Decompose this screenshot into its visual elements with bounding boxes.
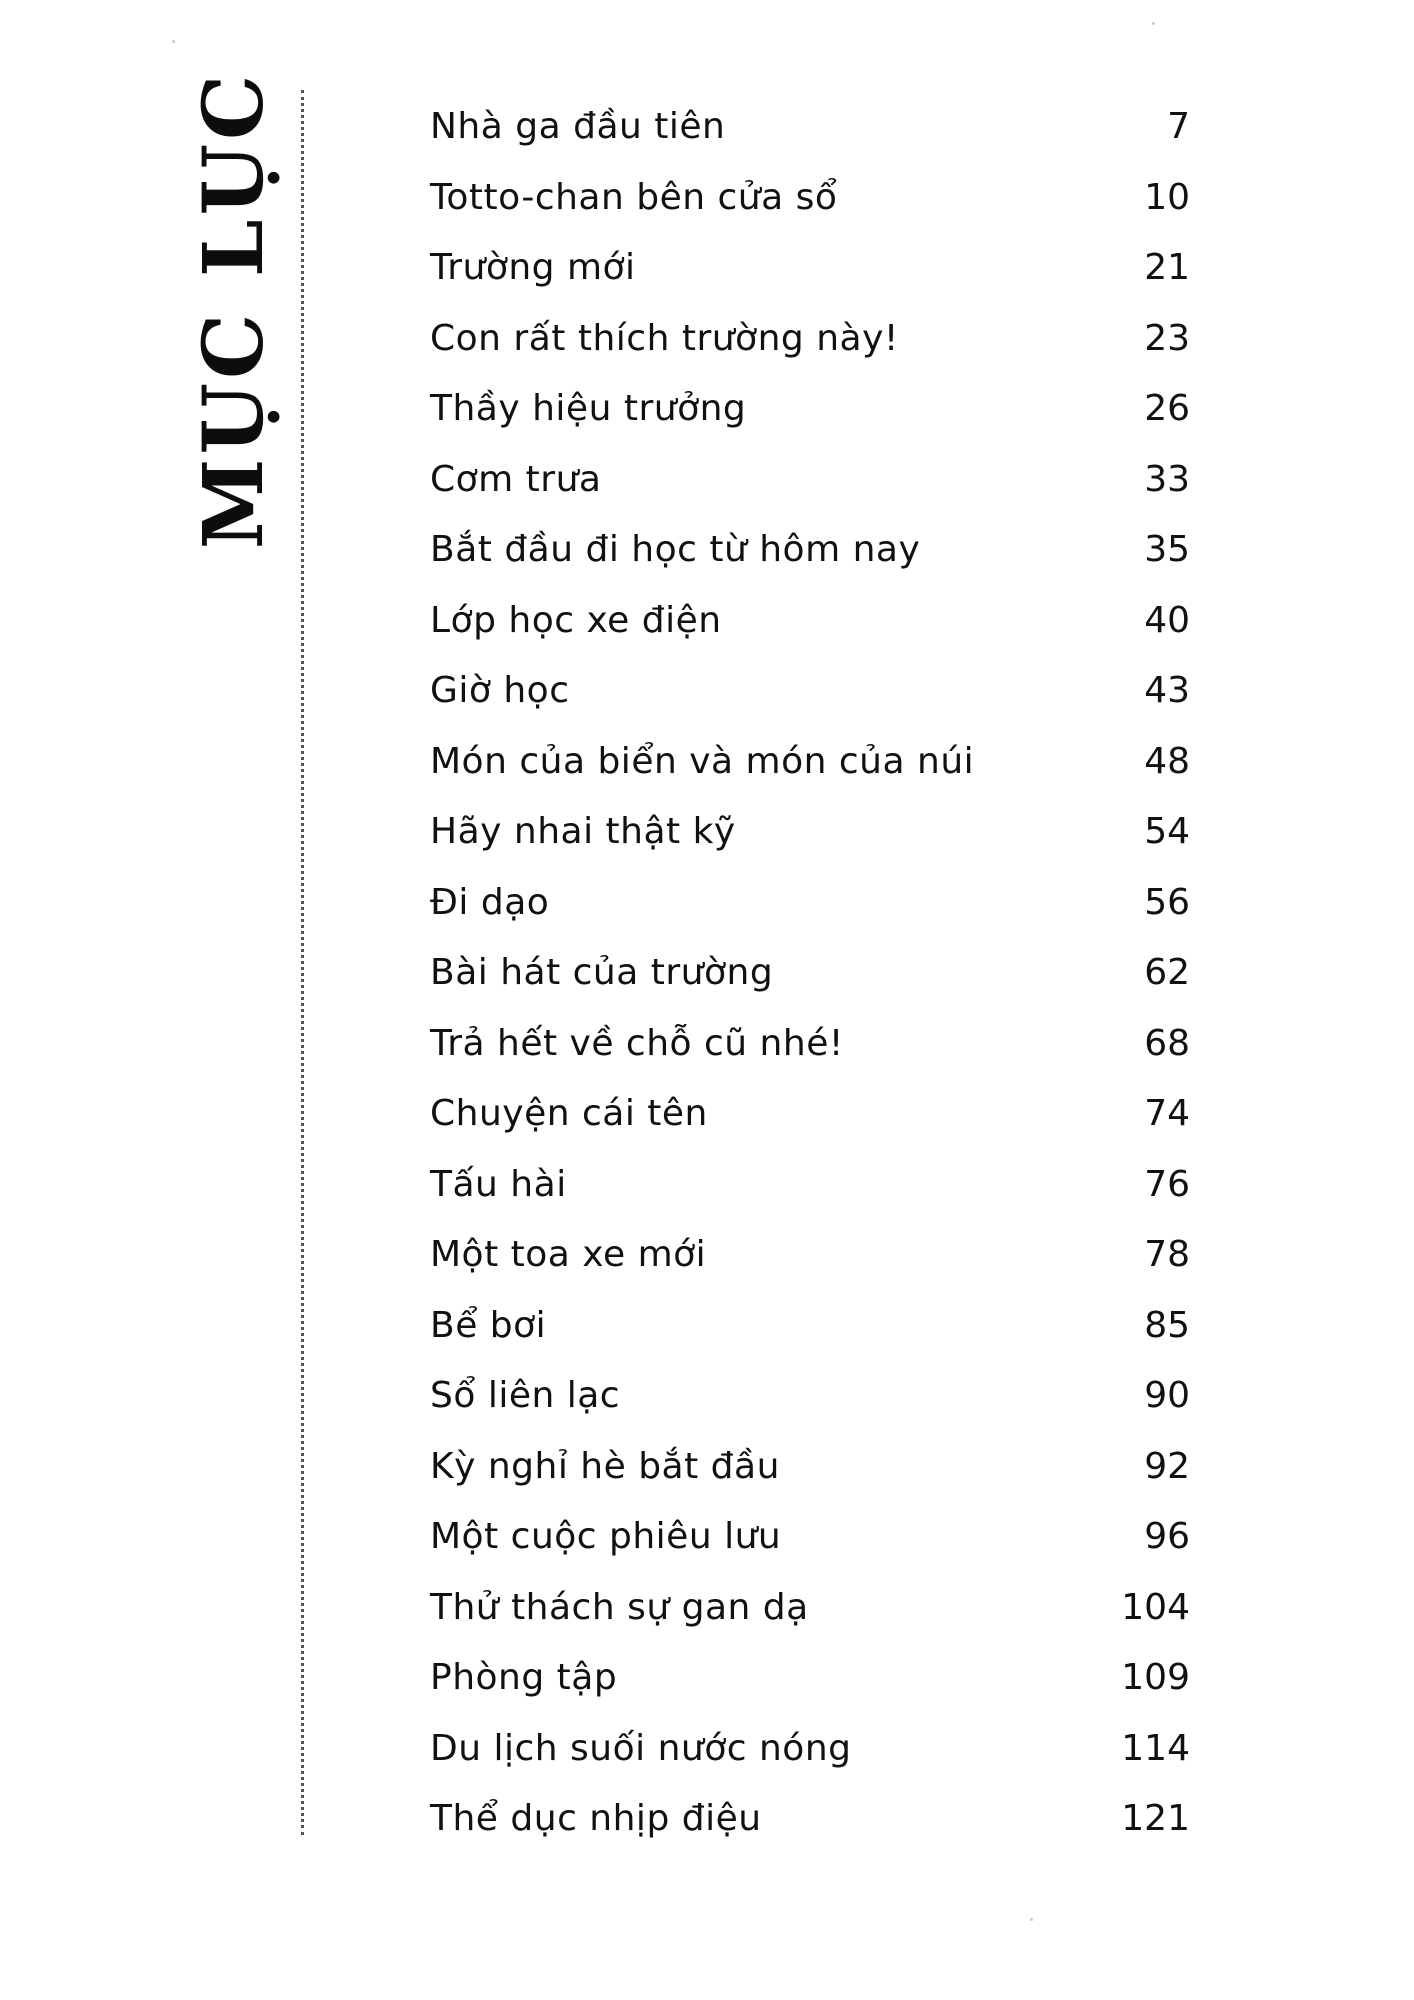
- toc-entry-page-number: 109: [1121, 1657, 1190, 1699]
- toc-entry-title: Totto-chan bên cửa sổ: [430, 176, 838, 218]
- toc-entry-title: Du lịch suối nước nóng: [430, 1727, 852, 1769]
- toc-entry-page-number: 23: [1144, 317, 1190, 359]
- toc-entry-title: Bể bơi: [430, 1304, 547, 1346]
- toc-entry-title: Một cuộc phiêu lưu: [430, 1516, 782, 1558]
- toc-entry-page-number: 21: [1144, 247, 1190, 289]
- scan-speck: [1152, 22, 1155, 25]
- toc-entry-page-number: 121: [1121, 1798, 1190, 1840]
- toc-entry-page-number: 68: [1144, 1022, 1190, 1064]
- toc-heading-text: MỤC LỤC: [186, 70, 282, 550]
- toc-entry-page-number: 35: [1144, 529, 1190, 571]
- toc-entry: [430, 1220, 1190, 1291]
- toc-entry-title: Thầy hiệu trưởng: [430, 388, 747, 430]
- toc-entry: [430, 938, 1190, 1009]
- toc-entry: [430, 1573, 1190, 1644]
- toc-entry-title: Phòng tập: [430, 1657, 618, 1699]
- toc-entry: [430, 233, 1190, 304]
- toc-entry-title: Chuyện cái tên: [430, 1093, 708, 1135]
- toc-entry: [430, 304, 1190, 375]
- toc-entry-page-number: 26: [1144, 388, 1190, 430]
- toc-entry: [430, 1150, 1190, 1221]
- toc-entry-title: Món của biển và món của núi: [430, 740, 975, 782]
- toc-entry-title: Hãy nhai thật kỹ: [430, 811, 736, 853]
- toc-entry: [430, 163, 1190, 234]
- toc-entry: [430, 656, 1190, 727]
- toc-entry-title: Một toa xe mới: [430, 1234, 707, 1276]
- toc-entry: [430, 1079, 1190, 1150]
- toc-entry-title: Trả hết về chỗ cũ nhé!: [430, 1022, 844, 1064]
- toc-entry-page-number: 33: [1144, 458, 1190, 500]
- scan-speck: [1030, 1918, 1033, 1921]
- toc-entry: [430, 92, 1190, 163]
- toc-entry-page-number: 54: [1144, 811, 1190, 853]
- toc-entry-page-number: 48: [1144, 740, 1190, 782]
- toc-entry: [430, 445, 1190, 516]
- toc-entry-title: Cơm trưa: [430, 458, 602, 500]
- toc-entry-page-number: 96: [1144, 1516, 1190, 1558]
- toc-entry-page-number: 62: [1144, 952, 1190, 994]
- toc-entry: [430, 797, 1190, 868]
- toc-entry: [430, 1714, 1190, 1785]
- toc-entry-title: Bài hát của trường: [430, 952, 774, 994]
- toc-entry-title: Sổ liên lạc: [430, 1375, 621, 1417]
- toc-entry-page-number: 114: [1121, 1727, 1190, 1769]
- toc-entry-title: Lớp học xe điện: [430, 599, 722, 641]
- toc-entry: [430, 1784, 1190, 1855]
- toc-entry-page-number: 76: [1144, 1163, 1190, 1205]
- toc-entry: [430, 1009, 1190, 1080]
- toc-list: [430, 92, 1190, 1855]
- toc-entry: [430, 515, 1190, 586]
- toc-entry-title: Thể dục nhịp điệu: [430, 1798, 762, 1840]
- toc-entry-title: Bắt đầu đi học từ hôm nay: [430, 529, 921, 571]
- toc-entry-page-number: 43: [1144, 670, 1190, 712]
- toc-entry: [430, 1432, 1190, 1503]
- toc-entry-page-number: 56: [1144, 881, 1190, 923]
- dotted-divider: [301, 90, 304, 1835]
- toc-entry: [430, 1502, 1190, 1573]
- toc-entry-page-number: 7: [1167, 106, 1190, 148]
- toc-entry-title: Con rất thích trường này!: [430, 317, 899, 359]
- toc-entry-page-number: 74: [1144, 1093, 1190, 1135]
- toc-entry: [430, 1361, 1190, 1432]
- toc-entry-page-number: 40: [1144, 599, 1190, 641]
- toc-entry-page-number: 90: [1144, 1375, 1190, 1417]
- toc-entry: [430, 374, 1190, 445]
- toc-entry-title: Giờ học: [430, 670, 570, 712]
- toc-entry-title: Trường mới: [430, 247, 636, 289]
- toc-entry-title: Kỳ nghỉ hè bắt đầu: [430, 1445, 780, 1487]
- toc-entry-page-number: 104: [1121, 1586, 1190, 1628]
- toc-entry: [430, 868, 1190, 939]
- scan-speck: [172, 40, 175, 43]
- toc-heading: [186, 70, 282, 550]
- toc-entry: [430, 1291, 1190, 1362]
- toc-entry-page-number: 78: [1144, 1234, 1190, 1276]
- toc-entry: [430, 727, 1190, 798]
- toc-entry-page-number: 92: [1144, 1445, 1190, 1487]
- toc-entry-title: Nhà ga đầu tiên: [430, 106, 726, 148]
- toc-entry-page-number: 85: [1144, 1304, 1190, 1346]
- toc-entry: [430, 586, 1190, 657]
- toc-entry-title: Tấu hài: [430, 1163, 567, 1205]
- toc-entry: [430, 1643, 1190, 1714]
- toc-entry-page-number: 10: [1144, 176, 1190, 218]
- toc-entry-title: Đi dạo: [430, 881, 550, 923]
- toc-entry-title: Thử thách sự gan dạ: [430, 1586, 809, 1628]
